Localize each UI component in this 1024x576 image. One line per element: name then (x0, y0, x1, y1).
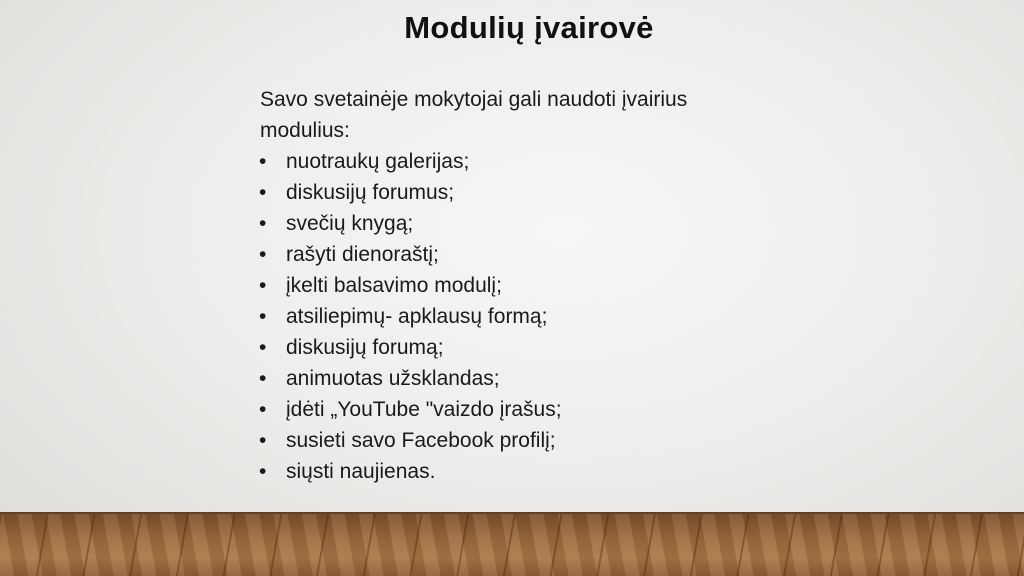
bullet-icon: • (259, 336, 267, 359)
list-item (259, 363, 562, 394)
bullet-icon: • (259, 150, 267, 173)
list-item-text: svečių knygą; (286, 212, 414, 235)
list-item (259, 394, 562, 425)
wood-floor (0, 514, 1024, 576)
list-item-text: siųsti naujienas. (286, 460, 436, 483)
list-item (259, 332, 562, 363)
bullet-icon: • (259, 460, 267, 483)
list-item (259, 208, 562, 239)
bullet-icon: • (259, 429, 267, 452)
list-item-text: susieti savo Facebook profilį; (286, 429, 556, 452)
bullet-icon: • (259, 305, 267, 328)
list-item (259, 301, 562, 332)
list-item-text: animuotas užsklandas; (286, 367, 500, 390)
bullet-icon: • (259, 398, 267, 421)
list-item (259, 456, 562, 487)
list-item-text: atsiliepimų- apklausų formą; (286, 305, 548, 328)
list-item-text: diskusijų forumus; (286, 181, 455, 204)
bullet-icon: • (259, 212, 267, 235)
list-item-text: rašyti dienoraštį; (286, 243, 439, 266)
bullet-icon: • (259, 181, 267, 204)
list-item (259, 239, 562, 270)
bullet-icon: • (259, 243, 267, 266)
bullet-icon: • (259, 274, 267, 297)
module-list (259, 146, 562, 487)
list-item-text: diskusijų forumą; (286, 336, 444, 359)
slide-title: Modulių įvairovė (404, 10, 654, 45)
list-item (259, 146, 562, 177)
list-item (259, 177, 562, 208)
list-item-text: įdėti „YouTube "vaizdo įrašus; (286, 398, 562, 421)
intro-text: Savo svetainėje mokytojai gali naudoti įvairius modulius: (260, 88, 688, 142)
list-item-text: įkelti balsavimo modulį; (286, 274, 502, 297)
list-item-text: nuotraukų galerijas; (286, 150, 470, 173)
list-item (259, 270, 562, 301)
list-item (259, 425, 562, 456)
bullet-icon: • (259, 367, 267, 390)
